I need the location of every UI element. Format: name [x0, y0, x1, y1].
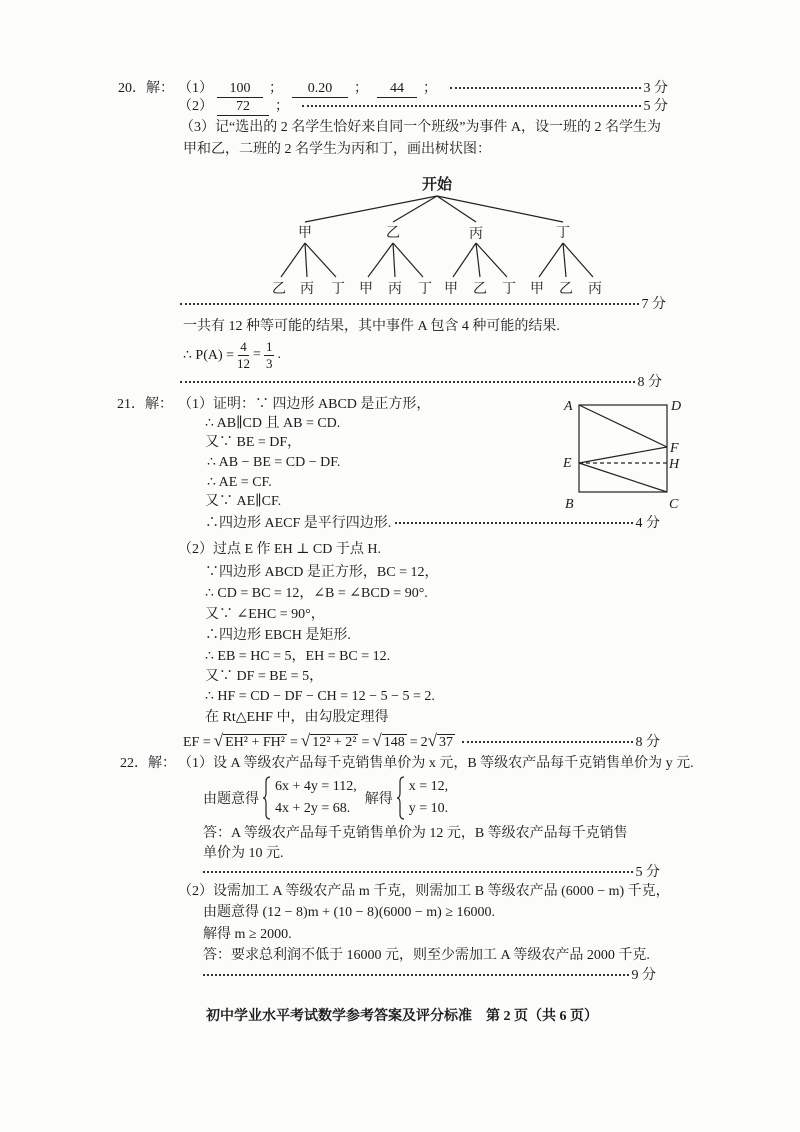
point-label-f: F	[670, 441, 679, 456]
q21-p2-line: ∴ CD = BC = 12，∠B = ∠BCD = 90°.	[205, 586, 428, 601]
solution: x = 12,	[408, 779, 449, 794]
answer-blank: 100	[217, 80, 263, 98]
q21-ef-line	[183, 731, 660, 753]
q22-p2-line: 由题意得 (12 − 8)m + (10 − 8)(6000 − m) ≥ 16000.	[203, 905, 496, 920]
score: 9 分	[631, 968, 656, 983]
tree-leaf: 丁	[502, 282, 516, 297]
square-root	[372, 731, 406, 751]
q22-p2-line: 解得 m ≥ 2000.	[203, 927, 292, 942]
radical-sign: √	[300, 731, 311, 750]
separator: ；	[354, 81, 368, 96]
q21-p1-line: 又∵ BE = DF，	[205, 435, 302, 450]
square-root	[214, 731, 287, 751]
separator: ；	[275, 99, 289, 114]
solutions	[409, 776, 448, 820]
q21-p1-conclusion	[205, 514, 660, 534]
conclusion-text: ∴四边形 AECF 是平行四边形.	[205, 516, 392, 531]
separator: ；	[269, 81, 283, 96]
tree-leaf: 乙	[473, 282, 487, 297]
numerator: 1	[265, 338, 273, 354]
tree-leaf: 乙	[272, 282, 286, 297]
q22-p1-line: （1）设 A 等级农产品每千克销售单价为 x 元，B 等级农产品每千克销售单价为 y 元.	[178, 756, 694, 771]
score: 4 分	[635, 516, 660, 531]
equation: 4x + 2y = 68.	[275, 801, 351, 816]
score: 8 分	[637, 375, 662, 390]
tree-edge	[393, 243, 423, 277]
radicand: 12² + 2²	[312, 735, 357, 750]
radical-sign: √	[372, 731, 382, 750]
separator: ；	[423, 81, 437, 96]
tree-leaf: 乙	[559, 282, 573, 297]
tree-leaf: 丙	[300, 282, 314, 297]
tree-edge	[305, 243, 307, 277]
q21-label: 21．解：	[117, 397, 173, 412]
score: 3 分	[643, 81, 668, 96]
answer-blank: 72	[217, 98, 269, 116]
radical-sign: √	[427, 731, 437, 750]
left-brace	[396, 776, 405, 820]
solution: y = 10.	[408, 801, 449, 816]
tree-node: 乙	[386, 226, 400, 241]
radical-sign: √	[213, 731, 224, 750]
equals-sign: =	[253, 347, 261, 362]
equation: 6x + 4y = 112,	[275, 779, 357, 794]
score: 5 分	[643, 99, 668, 114]
ef-lhs: EF =	[183, 735, 211, 750]
tree-diagram	[260, 170, 620, 300]
part-number: （1）	[178, 81, 213, 96]
tree-edge	[539, 243, 563, 277]
equals-sign: =	[361, 735, 370, 750]
equals-sign: =	[289, 735, 298, 750]
q20-result: 一共有 12 种等可能的结果，其中事件 A 包含 4 种可能的结果.	[183, 319, 560, 334]
score: 7 分	[641, 297, 666, 312]
fraction	[237, 340, 250, 371]
tree-leaf: 丙	[388, 282, 402, 297]
point-label-e: E	[563, 456, 572, 471]
page-footer: 初中学业水平考试数学参考答案及评分标准 第 2 页（共 6 页）	[206, 1009, 598, 1024]
tree-edge	[476, 243, 480, 277]
dotted-leader	[395, 522, 632, 524]
part-number: （2）	[178, 99, 213, 114]
answer-blank: 44	[377, 80, 417, 98]
q22-p1-score-row	[203, 863, 660, 883]
score: 8 分	[635, 735, 660, 750]
left-brace	[262, 776, 271, 820]
tree-edge	[476, 243, 507, 277]
point-label-b: B	[565, 497, 574, 512]
tree-edge	[453, 243, 476, 277]
q22-label: 22．解：	[120, 756, 176, 771]
square-root	[301, 731, 359, 751]
radicand: 37	[438, 735, 453, 750]
q22-equation-system	[203, 776, 448, 820]
q20-probability	[183, 339, 281, 371]
score: 5 分	[635, 865, 660, 880]
answer-blank: 0.20	[292, 80, 348, 98]
point-label-c: C	[669, 497, 679, 512]
equations	[275, 776, 357, 820]
q21-p1-line: （1）证明：∵ 四边形 ABCD 是正方形，	[178, 397, 431, 412]
tree-leaf: 丁	[331, 282, 345, 297]
q21-p2-line: ∴ HF = CD − DF − CH = 12 − 5 − 5 = 2.	[205, 689, 435, 704]
q21-p2-line: （2）过点 E 作 EH ⊥ CD 于点 H.	[178, 542, 381, 557]
segment-af	[579, 405, 667, 447]
segment-ec	[579, 463, 667, 492]
q21-p2-line: ∴ EB = HC = 5，EH = BC = 12.	[205, 649, 391, 664]
q20-part1	[178, 79, 668, 99]
q22-p1-answer-line2: 单价为 10 元.	[203, 846, 284, 861]
tree-edge	[305, 196, 437, 222]
tree-node: 甲	[298, 226, 312, 241]
tree-leaf: 丙	[588, 282, 602, 297]
tree-edge	[281, 243, 305, 277]
denominator: 3	[265, 355, 273, 371]
square-abcd	[579, 405, 667, 492]
dotted-leader	[180, 381, 635, 383]
q20-part2	[178, 97, 668, 117]
equals-sign: =	[409, 735, 418, 750]
q21-p1-line: ∴ AB − BE = CD − DF.	[207, 455, 341, 470]
q21-p2-line: 又∵ DF = BE = 5，	[205, 669, 324, 684]
q22-p2-score-row	[203, 966, 656, 986]
tree-edge	[305, 243, 336, 277]
probability-lhs: ∴ P(A) =	[183, 347, 235, 363]
tree-node: 丙	[469, 227, 483, 242]
q21-p2-line: 又∵ ∠EHC = 90°，	[205, 607, 325, 622]
numerator: 4	[240, 338, 247, 354]
tree-edge	[393, 243, 395, 277]
tree-root: 开始	[421, 177, 453, 193]
point-label-d: D	[671, 399, 682, 414]
q21-p1-line: 又∵ AE∥CF.	[205, 494, 282, 509]
dotted-leader	[180, 303, 639, 305]
point-label-a: A	[564, 399, 573, 414]
dotted-leader	[462, 741, 633, 743]
square-figure	[555, 392, 690, 517]
q22-p1-answer-line1: 答：A 等级农产品每千克销售单价为 12 元，B 等级农产品每千克销售	[203, 826, 628, 841]
tree-node: 丁	[556, 226, 570, 241]
coefficient: 2	[420, 735, 428, 750]
system-intro: 由题意得	[203, 792, 259, 807]
q20-tree-score-row	[180, 295, 666, 315]
q21-p2-line: ∵四边形 ABCD 是正方形，BC = 12，	[205, 565, 439, 580]
q22-p2-line: 答：要求总利润不低于 16000 元，则至少需加工 A 等级农产品 2000 千克.	[203, 948, 650, 963]
tree-leaf: 甲	[530, 282, 544, 297]
tree-edge	[368, 243, 393, 277]
segment-fe	[579, 447, 667, 463]
fraction	[264, 340, 275, 371]
dotted-leader	[302, 105, 641, 107]
q20-part3-line1: （3）记“选出的 2 名学生恰好来自同一个班级”为事件 A，设一班的 2 名学生为	[180, 120, 662, 135]
q21-p2-line: 在 Rt△EHF 中，由勾股定理得	[205, 710, 389, 725]
denominator: 12	[237, 355, 251, 371]
q21-p1-line: ∴ AE = CF.	[207, 475, 272, 490]
q22-p2-line: （2）设需加工 A 等级农产品 m 千克，则需加工 B 等级农产品 (6000 − m) 千克，	[178, 884, 670, 899]
dotted-leader	[203, 974, 629, 976]
square-root	[428, 731, 455, 751]
tree-edge	[563, 243, 566, 277]
tree-edge	[563, 243, 593, 277]
q20-prob-score-row	[180, 373, 662, 393]
q21-p1-line: ∴ AB∥CD 且 AB = CD.	[205, 416, 341, 431]
dotted-leader	[450, 87, 641, 89]
tree-leaf: 甲	[444, 282, 458, 297]
dotted-leader	[203, 871, 633, 873]
point-label-h: H	[669, 457, 680, 472]
radicand: 148	[383, 735, 405, 750]
tree-leaf: 丁	[418, 282, 432, 297]
tree-leaf: 甲	[359, 282, 373, 297]
period: .	[277, 347, 281, 362]
q20-part3-line2: 甲和乙，二班的 2 名学生为丙和丁，画出树状图：	[183, 142, 491, 157]
q21-p2-line: ∴四边形 EBCH 是矩形.	[205, 628, 351, 643]
radicand: EH² + FH²	[225, 735, 285, 750]
solve-text: 解得	[364, 792, 393, 807]
q20-label: 20．解：	[118, 81, 174, 96]
